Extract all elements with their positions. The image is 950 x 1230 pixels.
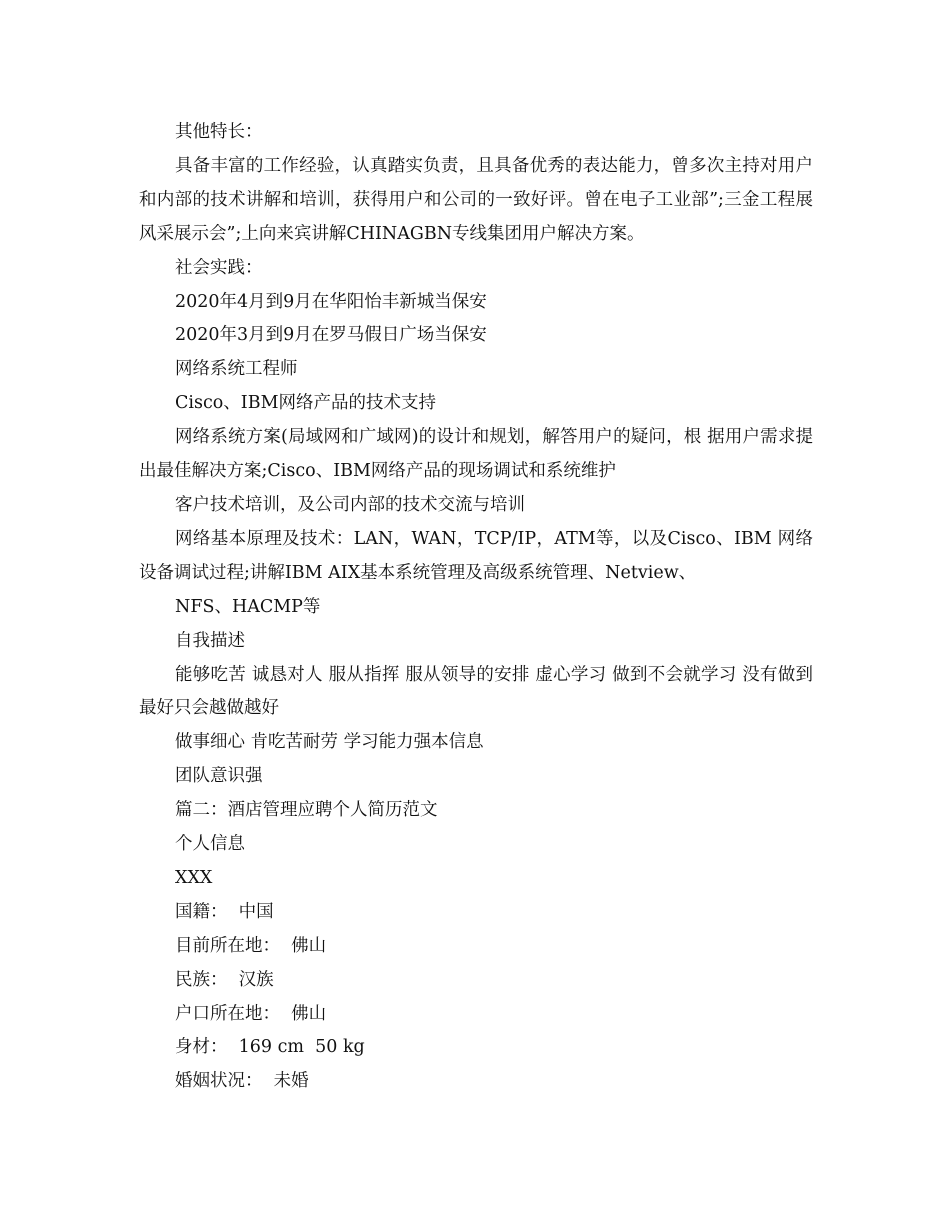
paragraph-job-title: 网络系统工程师 xyxy=(175,359,298,380)
paragraph-training: 客户技术培训，及公司内部的技术交流与培训 xyxy=(175,494,525,515)
paragraph-teamwork: 团队意识强 xyxy=(175,766,263,787)
paragraph-other-skills-heading: 其他特长： xyxy=(175,122,263,142)
paragraph-self-description-heading: 自我描述 xyxy=(175,630,245,651)
paragraph-practice-1: 2020年4月到9月在华阳怡丰新城当保安 xyxy=(175,291,487,312)
paragraph-household-location: 户口所在地： 佛山 xyxy=(175,1003,327,1024)
paragraph-nationality: 国籍： 中国 xyxy=(175,901,274,922)
paragraph-social-practice-heading: 社会实践： xyxy=(175,257,263,278)
paragraph-nfs-hacmp: NFS、HACMP等 xyxy=(175,596,321,617)
paragraph-careful: 做事细心 肯吃苦耐劳 学习能力强本信息 xyxy=(175,732,484,753)
paragraph-ethnicity: 民族： 汉族 xyxy=(175,969,274,990)
paragraph-self-description: 能够吃苦 诚恳对人 服从指挥 服从领导的安排 虚心学习 做到不会就学习 没有做到最好只会越做越好 xyxy=(139,664,813,719)
paragraph-body-stats: 身材： 169 cm 50 kg xyxy=(175,1037,365,1058)
paragraph-name: XXX xyxy=(175,867,213,888)
paragraph-network-principles: 网络基本原理及技术：LAN，WAN，TCP/IP，ATM等，以及Cisco、IBM 网络设备调试过程;讲解IBM AIX基本系统管理及高级系统管理、Netview、 xyxy=(139,528,813,583)
paragraph-experience: 具备丰富的工作经验，认真踏实负责，且具备优秀的表达能力，曾多次主持对用户和内部的技术讲解和培训，获得用户和公司的一致好评。曾在电子工业部”;三金工程展风采展示会”;上向来宾讲解CHINAGBN专线集团用户解决方案。 xyxy=(139,155,813,244)
paragraph-practice-2: 2020年3月到9月在罗马假日广场当保安 xyxy=(175,325,487,346)
document-body xyxy=(139,116,813,1099)
paragraph-current-location: 目前所在地： 佛山 xyxy=(175,935,327,956)
paragraph-part-two-title: 篇二：酒店管理应聘个人简历范文 xyxy=(175,800,438,821)
paragraph-personal-info-heading: 个人信息 xyxy=(175,834,245,855)
paragraph-marital-status: 婚姻状况： 未婚 xyxy=(175,1071,309,1092)
paragraph-network-design: 网络系统方案(局域网和广域网)的设计和规划，解答用户的疑问，根 据用户需求提出最佳解决方案;Cisco、IBM网络产品的现场调试和系统维护 xyxy=(139,427,813,482)
paragraph-tech-support: Cisco、IBM网络产品的技术支持 xyxy=(175,393,436,414)
